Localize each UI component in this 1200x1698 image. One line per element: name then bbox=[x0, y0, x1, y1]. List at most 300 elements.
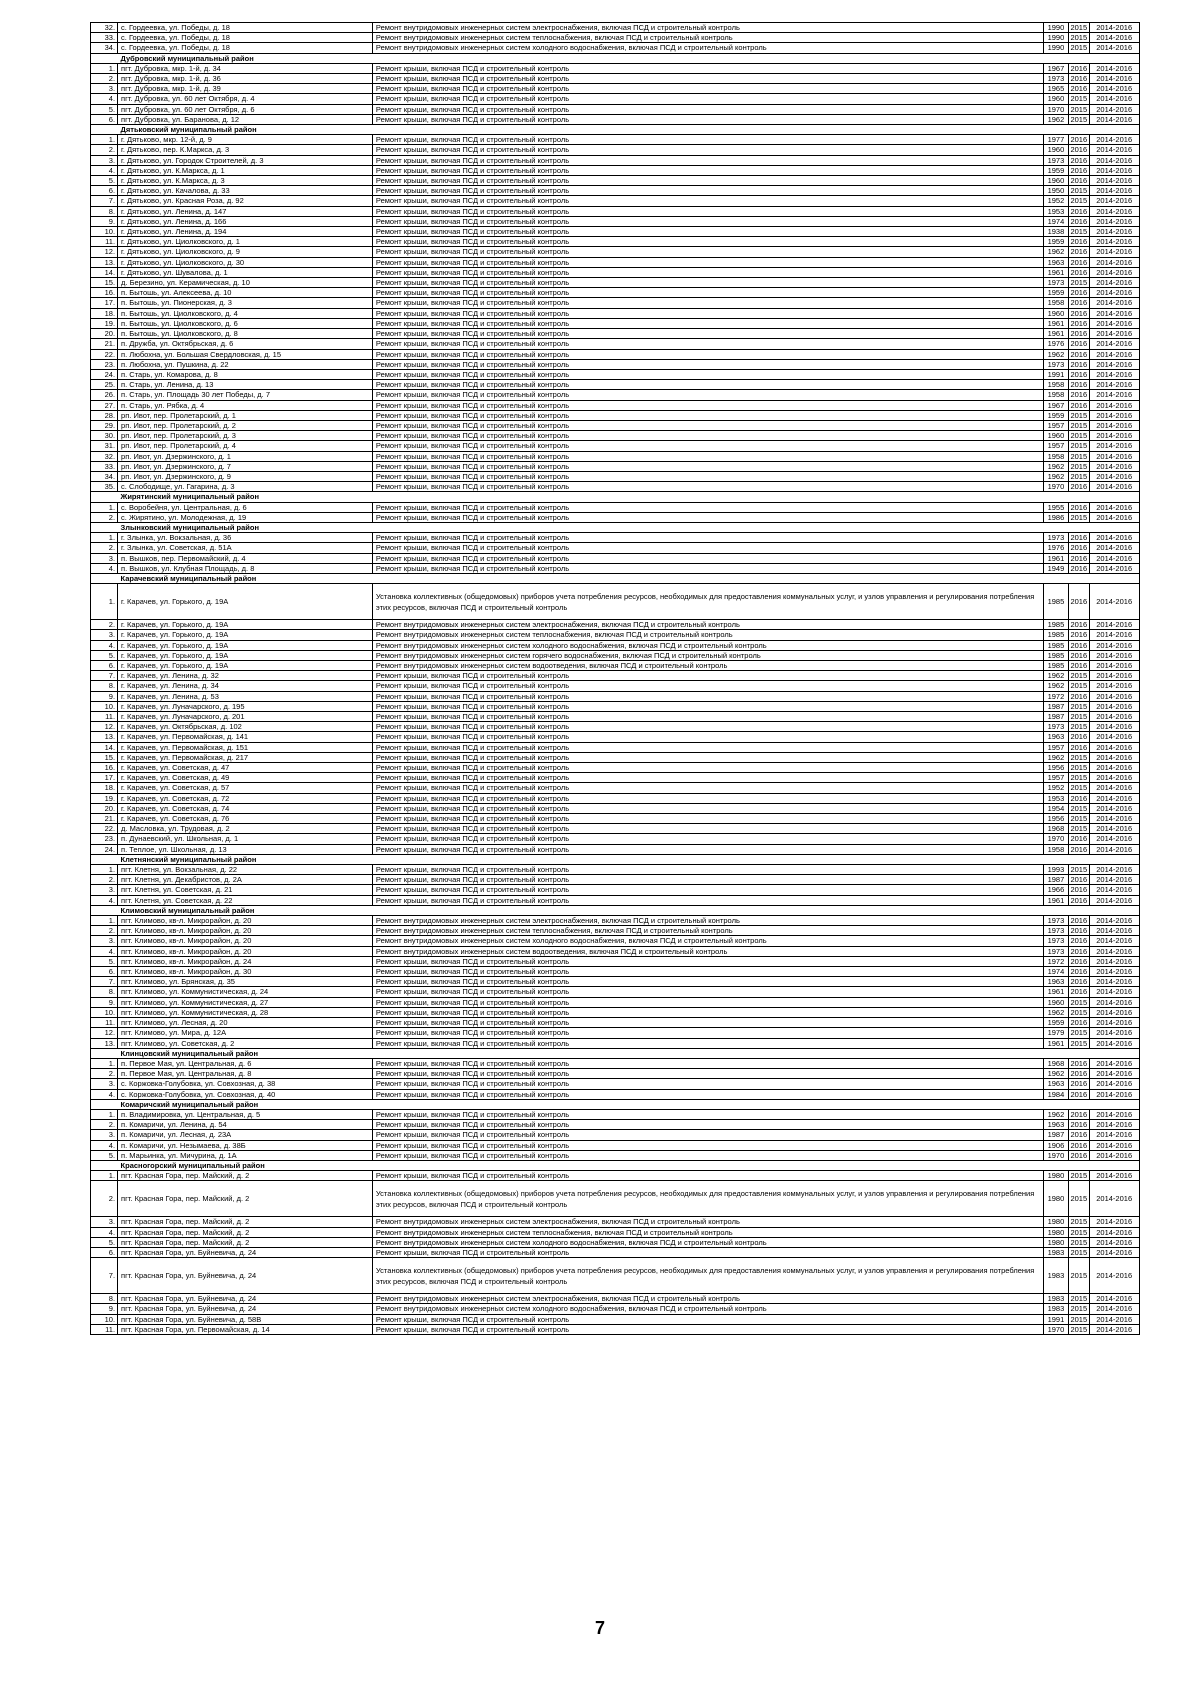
work-type-cell: Ремонт крыши, включая ПСД и строительный контроль bbox=[372, 349, 1043, 359]
plan-year-cell: 2015 bbox=[1068, 1181, 1089, 1217]
plan-year-cell: 2016 bbox=[1068, 834, 1089, 844]
table-row bbox=[91, 1237, 1161, 1247]
period-cell: 2014-2016 bbox=[1089, 1294, 1139, 1304]
extra-cell bbox=[1139, 155, 1160, 165]
build-year-cell: 1961 bbox=[1043, 895, 1068, 905]
table-row bbox=[91, 359, 1161, 369]
extra-cell bbox=[1139, 783, 1160, 793]
work-type-cell: Ремонт крыши, включая ПСД и строительный контроль bbox=[372, 339, 1043, 349]
build-year-cell: 1980 bbox=[1043, 1181, 1068, 1217]
table-row bbox=[91, 369, 1161, 379]
table-row bbox=[91, 742, 1161, 752]
period-cell: 2014-2016 bbox=[1089, 1028, 1139, 1038]
build-year-cell: 1980 bbox=[1043, 1227, 1068, 1237]
build-year-cell: 1976 bbox=[1043, 339, 1068, 349]
build-year-cell: 1950 bbox=[1043, 186, 1068, 196]
work-type-cell: Ремонт внутридомовых инженерных систем электроснабжения, включая ПСД и строительный контроль bbox=[372, 620, 1043, 630]
row-number: 28. bbox=[91, 410, 118, 420]
period-cell: 2014-2016 bbox=[1089, 94, 1139, 104]
table-row bbox=[91, 1120, 1161, 1130]
table-row bbox=[91, 712, 1161, 722]
extra-cell bbox=[1139, 165, 1160, 175]
period-cell: 2014-2016 bbox=[1089, 1130, 1139, 1140]
period-cell: 2014-2016 bbox=[1089, 206, 1139, 216]
section-number-cell bbox=[91, 905, 118, 915]
extra-cell bbox=[1139, 1237, 1160, 1247]
plan-year-cell: 2016 bbox=[1068, 895, 1089, 905]
work-type-cell: Ремонт крыши, включая ПСД и строительный контроль bbox=[372, 701, 1043, 711]
period-cell: 2014-2016 bbox=[1089, 308, 1139, 318]
table-row bbox=[91, 1058, 1161, 1068]
extra-cell bbox=[1139, 905, 1160, 915]
period-cell: 2014-2016 bbox=[1089, 369, 1139, 379]
plan-year-cell: 2015 bbox=[1068, 1247, 1089, 1257]
work-type-cell: Ремонт внутридомовых инженерных систем теплоснабжения, включая ПСД и строительный контроль bbox=[372, 926, 1043, 936]
extra-cell bbox=[1139, 247, 1160, 257]
extra-cell bbox=[1139, 834, 1160, 844]
period-cell: 2014-2016 bbox=[1089, 23, 1139, 33]
table-row bbox=[91, 987, 1161, 997]
plan-year-cell: 2015 bbox=[1068, 814, 1089, 824]
build-year-cell: 1973 bbox=[1043, 74, 1068, 84]
work-type-cell: Ремонт крыши, включая ПСД и строительный контроль bbox=[372, 814, 1043, 824]
period-cell: 2014-2016 bbox=[1089, 165, 1139, 175]
period-cell: 2014-2016 bbox=[1089, 752, 1139, 762]
period-cell: 2014-2016 bbox=[1089, 630, 1139, 640]
address-cell: пгт. Климово, кв-л. Микрорайон, д. 30 bbox=[118, 967, 373, 977]
plan-year-cell: 2016 bbox=[1068, 288, 1089, 298]
extra-cell bbox=[1139, 1048, 1160, 1058]
table-row bbox=[91, 1079, 1161, 1089]
build-year-cell: 1958 bbox=[1043, 390, 1068, 400]
table-row bbox=[91, 895, 1161, 905]
table-row bbox=[91, 216, 1161, 226]
address-cell: п. Любохна, ул. Большая Свердловская, д. 15 bbox=[118, 349, 373, 359]
period-cell: 2014-2016 bbox=[1089, 895, 1139, 905]
extra-cell bbox=[1139, 844, 1160, 854]
table-row bbox=[91, 967, 1161, 977]
extra-cell bbox=[1139, 1028, 1160, 1038]
address-cell: с. Слободище, ул. Гагарина, д. 3 bbox=[118, 482, 373, 492]
plan-year-cell: 2016 bbox=[1068, 176, 1089, 186]
extra-cell bbox=[1139, 329, 1160, 339]
address-cell: г. Карачев, ул. Горького, д. 19А bbox=[118, 584, 373, 620]
work-type-cell: Ремонт крыши, включая ПСД и строительный контроль bbox=[372, 482, 1043, 492]
row-number: 2. bbox=[91, 74, 118, 84]
build-year-cell: 1970 bbox=[1043, 1324, 1068, 1334]
address-cell: г. Дятьково, ул. Ленина, д. 147 bbox=[118, 206, 373, 216]
extra-cell bbox=[1139, 895, 1160, 905]
plan-year-cell: 2016 bbox=[1068, 165, 1089, 175]
extra-cell bbox=[1139, 84, 1160, 94]
work-type-cell: Ремонт крыши, включая ПСД и строительный контроль bbox=[372, 104, 1043, 114]
period-cell: 2014-2016 bbox=[1089, 865, 1139, 875]
build-year-cell: 1959 bbox=[1043, 165, 1068, 175]
row-number: 4. bbox=[91, 640, 118, 650]
row-number: 2. bbox=[91, 1120, 118, 1130]
row-number: 8. bbox=[91, 987, 118, 997]
row-number: 4. bbox=[91, 563, 118, 573]
period-cell: 2014-2016 bbox=[1089, 722, 1139, 732]
build-year-cell: 1961 bbox=[1043, 1038, 1068, 1048]
work-type-cell: Ремонт крыши, включая ПСД и строительный контроль bbox=[372, 1130, 1043, 1140]
table-row bbox=[91, 318, 1161, 328]
row-number: 1. bbox=[91, 1109, 118, 1119]
table-row bbox=[91, 441, 1161, 451]
plan-year-cell: 2015 bbox=[1068, 712, 1089, 722]
period-cell: 2014-2016 bbox=[1089, 400, 1139, 410]
table-row bbox=[91, 247, 1161, 257]
table-row bbox=[91, 844, 1161, 854]
build-year-cell: 1959 bbox=[1043, 410, 1068, 420]
table-row bbox=[91, 33, 1161, 43]
work-type-cell: Ремонт крыши, включая ПСД и строительный контроль bbox=[372, 359, 1043, 369]
extra-cell bbox=[1139, 257, 1160, 267]
extra-cell bbox=[1139, 803, 1160, 813]
work-type-cell: Ремонт крыши, включая ПСД и строительный контроль bbox=[372, 502, 1043, 512]
table-row bbox=[91, 1171, 1161, 1181]
row-number: 7. bbox=[91, 196, 118, 206]
work-type-cell: Ремонт крыши, включая ПСД и строительный контроль bbox=[372, 74, 1043, 84]
build-year-cell: 1973 bbox=[1043, 359, 1068, 369]
build-year-cell: 1960 bbox=[1043, 94, 1068, 104]
plan-year-cell: 2015 bbox=[1068, 1227, 1089, 1237]
address-cell: рп. Ивот, пер. Пролетарский, д. 4 bbox=[118, 441, 373, 451]
table-row bbox=[91, 1018, 1161, 1028]
table-row bbox=[91, 186, 1161, 196]
build-year-cell: 1991 bbox=[1043, 369, 1068, 379]
address-cell: пгт. Красная Гора, ул. Буйневича, д. 24 bbox=[118, 1304, 373, 1314]
period-cell: 2014-2016 bbox=[1089, 43, 1139, 53]
table-row bbox=[91, 681, 1161, 691]
row-number: 12. bbox=[91, 247, 118, 257]
address-cell: пгт. Красная Гора, пер. Майский, д. 2 bbox=[118, 1217, 373, 1227]
work-type-cell: Ремонт крыши, включая ПСД и строительный контроль bbox=[372, 176, 1043, 186]
address-cell: пгт. Красная Гора, пер. Майский, д. 2 bbox=[118, 1171, 373, 1181]
row-number: 14. bbox=[91, 267, 118, 277]
table-row bbox=[91, 543, 1161, 553]
build-year-cell: 1973 bbox=[1043, 916, 1068, 926]
extra-cell bbox=[1139, 237, 1160, 247]
plan-year-cell: 2015 bbox=[1068, 1258, 1089, 1294]
table-row bbox=[91, 916, 1161, 926]
work-type-cell: Ремонт внутридомовых инженерных систем холодного водоснабжения, включая ПСД и строительный контроль bbox=[372, 936, 1043, 946]
address-cell: пгт. Дубровка, ул. Баранова, д. 12 bbox=[118, 114, 373, 124]
plan-year-cell: 2015 bbox=[1068, 441, 1089, 451]
table-row bbox=[91, 783, 1161, 793]
row-number: 3. bbox=[91, 936, 118, 946]
table-row bbox=[91, 691, 1161, 701]
extra-cell bbox=[1139, 278, 1160, 288]
row-number: 6. bbox=[91, 967, 118, 977]
plan-year-cell: 2016 bbox=[1068, 1069, 1089, 1079]
period-cell: 2014-2016 bbox=[1089, 916, 1139, 926]
plan-year-cell: 2015 bbox=[1068, 681, 1089, 691]
work-type-cell: Ремонт крыши, включая ПСД и строительный контроль bbox=[372, 1140, 1043, 1150]
row-number: 4. bbox=[91, 1089, 118, 1099]
address-cell: пгт. Климово, кв-л. Микрорайон, д. 24 bbox=[118, 956, 373, 966]
period-cell: 2014-2016 bbox=[1089, 1258, 1139, 1294]
build-year-cell: 1974 bbox=[1043, 216, 1068, 226]
period-cell: 2014-2016 bbox=[1089, 1217, 1139, 1227]
row-number: 1. bbox=[91, 63, 118, 73]
build-year-cell: 1970 bbox=[1043, 834, 1068, 844]
address-cell: пгт. Красная Гора, ул. Буйневича, д. 24 bbox=[118, 1247, 373, 1257]
work-type-cell: Ремонт крыши, включая ПСД и строительный контроль bbox=[372, 380, 1043, 390]
table-row bbox=[91, 1324, 1161, 1334]
plan-year-cell: 2016 bbox=[1068, 400, 1089, 410]
build-year-cell: 1970 bbox=[1043, 1150, 1068, 1160]
address-cell: пгт. Дубровка, мкр. 1-й, д. 36 bbox=[118, 74, 373, 84]
work-type-cell: Ремонт крыши, включая ПСД и строительный контроль bbox=[372, 1018, 1043, 1028]
plan-year-cell: 2016 bbox=[1068, 267, 1089, 277]
work-type-cell: Ремонт крыши, включая ПСД и строительный контроль bbox=[372, 691, 1043, 701]
extra-cell bbox=[1139, 227, 1160, 237]
extra-cell bbox=[1139, 390, 1160, 400]
plan-year-cell: 2016 bbox=[1068, 543, 1089, 553]
row-number: 3. bbox=[91, 885, 118, 895]
section-number-cell bbox=[91, 125, 118, 135]
build-year-cell: 1973 bbox=[1043, 946, 1068, 956]
build-year-cell: 1955 bbox=[1043, 502, 1068, 512]
build-year-cell: 1961 bbox=[1043, 987, 1068, 997]
plan-year-cell: 2016 bbox=[1068, 533, 1089, 543]
address-cell: пгт. Климово, ул. Советская, д. 2 bbox=[118, 1038, 373, 1048]
address-cell: пгт. Дубровка, мкр. 1-й, д. 39 bbox=[118, 84, 373, 94]
section-number-cell bbox=[91, 854, 118, 864]
table-row bbox=[91, 977, 1161, 987]
plan-year-cell: 2016 bbox=[1068, 1058, 1089, 1068]
work-type-cell: Ремонт крыши, включая ПСД и строительный контроль bbox=[372, 824, 1043, 834]
table-row bbox=[91, 165, 1161, 175]
extra-cell bbox=[1139, 410, 1160, 420]
address-cell: с. Коржовка-Голубовка, ул. Совхозная, д. 38 bbox=[118, 1079, 373, 1089]
address-cell: пгт. Климово, ул. Коммунистическая, д. 24 bbox=[118, 987, 373, 997]
extra-cell bbox=[1139, 33, 1160, 43]
table-row bbox=[91, 1181, 1161, 1217]
plan-year-cell: 2016 bbox=[1068, 793, 1089, 803]
address-cell: д. Масловка, ул. Трудовая, д. 2 bbox=[118, 824, 373, 834]
extra-cell bbox=[1139, 650, 1160, 660]
plan-year-cell: 2016 bbox=[1068, 369, 1089, 379]
build-year-cell: 1965 bbox=[1043, 84, 1068, 94]
work-type-cell: Ремонт крыши, включая ПСД и строительный контроль bbox=[372, 732, 1043, 742]
row-number: 10. bbox=[91, 1007, 118, 1017]
period-cell: 2014-2016 bbox=[1089, 114, 1139, 124]
period-cell: 2014-2016 bbox=[1089, 650, 1139, 660]
row-number: 5. bbox=[91, 1237, 118, 1247]
extra-cell bbox=[1139, 573, 1160, 583]
period-cell: 2014-2016 bbox=[1089, 380, 1139, 390]
build-year-cell: 1986 bbox=[1043, 512, 1068, 522]
plan-year-cell: 2015 bbox=[1068, 278, 1089, 288]
table-row bbox=[91, 288, 1161, 298]
work-type-cell: Ремонт крыши, включая ПСД и строительный контроль bbox=[372, 267, 1043, 277]
table-row bbox=[91, 349, 1161, 359]
period-cell: 2014-2016 bbox=[1089, 1079, 1139, 1089]
table-row bbox=[91, 471, 1161, 481]
plan-year-cell: 2015 bbox=[1068, 43, 1089, 53]
build-year-cell: 1977 bbox=[1043, 135, 1068, 145]
extra-cell bbox=[1139, 359, 1160, 369]
build-year-cell: 1980 bbox=[1043, 1217, 1068, 1227]
row-number: 4. bbox=[91, 1140, 118, 1150]
row-number: 16. bbox=[91, 763, 118, 773]
extra-cell bbox=[1139, 742, 1160, 752]
row-number: 4. bbox=[91, 946, 118, 956]
table-row bbox=[91, 732, 1161, 742]
extra-cell bbox=[1139, 420, 1160, 430]
section-header-row bbox=[91, 573, 1161, 583]
extra-cell bbox=[1139, 53, 1160, 63]
address-cell: г. Дятьково, пер. К.Маркса, д. 3 bbox=[118, 145, 373, 155]
extra-cell bbox=[1139, 451, 1160, 461]
address-cell: п. Первое Мая, ул. Центральная, д. 8 bbox=[118, 1069, 373, 1079]
period-cell: 2014-2016 bbox=[1089, 814, 1139, 824]
build-year-cell: 1983 bbox=[1043, 1258, 1068, 1294]
row-number: 1. bbox=[91, 584, 118, 620]
period-cell: 2014-2016 bbox=[1089, 104, 1139, 114]
row-number: 1. bbox=[91, 1171, 118, 1181]
work-type-cell: Ремонт крыши, включая ПСД и строительный контроль bbox=[372, 318, 1043, 328]
plan-year-cell: 2016 bbox=[1068, 563, 1089, 573]
row-number: 30. bbox=[91, 431, 118, 441]
period-cell: 2014-2016 bbox=[1089, 1069, 1139, 1079]
extra-cell bbox=[1139, 1109, 1160, 1119]
period-cell: 2014-2016 bbox=[1089, 773, 1139, 783]
row-number: 10. bbox=[91, 701, 118, 711]
work-type-cell: Ремонт крыши, включая ПСД и строительный контроль bbox=[372, 956, 1043, 966]
address-cell: г. Дятьково, ул. Циолковского, д. 1 bbox=[118, 237, 373, 247]
work-type-cell: Ремонт крыши, включая ПСД и строительный контроль bbox=[372, 803, 1043, 813]
table-row bbox=[91, 74, 1161, 84]
table-row bbox=[91, 1258, 1161, 1294]
work-type-cell: Ремонт крыши, включая ПСД и строительный контроль bbox=[372, 793, 1043, 803]
period-cell: 2014-2016 bbox=[1089, 1089, 1139, 1099]
period-cell: 2014-2016 bbox=[1089, 936, 1139, 946]
address-cell: рп. Ивот, ул. Дзержинского, д. 1 bbox=[118, 451, 373, 461]
plan-year-cell: 2015 bbox=[1068, 1314, 1089, 1324]
build-year-cell: 1959 bbox=[1043, 1018, 1068, 1028]
plan-year-cell: 2015 bbox=[1068, 1217, 1089, 1227]
section-title: Клинцовский муниципальный район bbox=[118, 1048, 1140, 1058]
work-type-cell: Ремонт внутридомовых инженерных систем теплоснабжения, включая ПСД и строительный контроль bbox=[372, 33, 1043, 43]
build-year-cell: 1962 bbox=[1043, 349, 1068, 359]
work-type-cell: Ремонт внутридомовых инженерных систем электроснабжения, включая ПСД и строительный контроль bbox=[372, 916, 1043, 926]
row-number: 3. bbox=[91, 1079, 118, 1089]
table-row bbox=[91, 701, 1161, 711]
row-number: 15. bbox=[91, 752, 118, 762]
row-number: 3. bbox=[91, 1130, 118, 1140]
plan-year-cell: 2016 bbox=[1068, 926, 1089, 936]
period-cell: 2014-2016 bbox=[1089, 420, 1139, 430]
extra-cell bbox=[1139, 732, 1160, 742]
work-type-cell: Ремонт крыши, включая ПСД и строительный контроль bbox=[372, 681, 1043, 691]
section-title: Карачевский муниципальный район bbox=[118, 573, 1140, 583]
extra-cell bbox=[1139, 875, 1160, 885]
table-row bbox=[91, 885, 1161, 895]
address-cell: п. Бытошь, ул. Циолковского, д. 4 bbox=[118, 308, 373, 318]
build-year-cell: 1960 bbox=[1043, 176, 1068, 186]
build-year-cell: 1961 bbox=[1043, 553, 1068, 563]
plan-year-cell: 2015 bbox=[1068, 196, 1089, 206]
table-row bbox=[91, 400, 1161, 410]
address-cell: г. Карачев, ул. Ленина, д. 32 bbox=[118, 671, 373, 681]
address-cell: г. Карачев, ул. Советская, д. 74 bbox=[118, 803, 373, 813]
table-row bbox=[91, 482, 1161, 492]
work-type-cell: Ремонт крыши, включая ПСД и строительный контроль bbox=[372, 773, 1043, 783]
row-number: 25. bbox=[91, 380, 118, 390]
plan-year-cell: 2016 bbox=[1068, 1018, 1089, 1028]
section-header-row bbox=[91, 492, 1161, 502]
plan-year-cell: 2015 bbox=[1068, 512, 1089, 522]
work-type-cell: Ремонт внутридомовых инженерных систем горячего водоснабжения, включая ПСД и строительный контроль bbox=[372, 650, 1043, 660]
build-year-cell: 1957 bbox=[1043, 420, 1068, 430]
table-row bbox=[91, 308, 1161, 318]
period-cell: 2014-2016 bbox=[1089, 431, 1139, 441]
build-year-cell: 1973 bbox=[1043, 155, 1068, 165]
row-number: 3. bbox=[91, 1217, 118, 1227]
extra-cell bbox=[1139, 763, 1160, 773]
address-cell: п. Бытошь, ул. Алексеева, д. 10 bbox=[118, 288, 373, 298]
plan-year-cell: 2015 bbox=[1068, 227, 1089, 237]
extra-cell bbox=[1139, 712, 1160, 722]
table-row bbox=[91, 298, 1161, 308]
address-cell: рп. Ивот, ул. Дзержинского, д. 7 bbox=[118, 461, 373, 471]
work-type-cell: Ремонт крыши, включая ПСД и строительный контроль bbox=[372, 63, 1043, 73]
work-type-cell: Ремонт крыши, включая ПСД и строительный контроль bbox=[372, 752, 1043, 762]
row-number: 21. bbox=[91, 339, 118, 349]
address-cell: пгт. Красная Гора, пер. Майский, д. 2 bbox=[118, 1227, 373, 1237]
work-type-cell: Ремонт крыши, включая ПСД и строительный контроль bbox=[372, 895, 1043, 905]
work-type-cell: Ремонт крыши, включая ПСД и строительный контроль bbox=[372, 553, 1043, 563]
row-number: 1. bbox=[91, 865, 118, 875]
table-row bbox=[91, 1069, 1161, 1079]
extra-cell bbox=[1139, 1160, 1160, 1170]
period-cell: 2014-2016 bbox=[1089, 834, 1139, 844]
period-cell: 2014-2016 bbox=[1089, 660, 1139, 670]
address-cell: с. Гордеевка, ул. Победы, д. 18 bbox=[118, 23, 373, 33]
table-row bbox=[91, 43, 1161, 53]
work-type-cell: Ремонт крыши, включая ПСД и строительный контроль bbox=[372, 997, 1043, 1007]
plan-year-cell: 2016 bbox=[1068, 885, 1089, 895]
work-type-cell: Ремонт внутридомовых инженерных систем водоотведения, включая ПСД и строительный контроль bbox=[372, 946, 1043, 956]
row-number: 27. bbox=[91, 400, 118, 410]
table-row bbox=[91, 145, 1161, 155]
plan-year-cell: 2016 bbox=[1068, 155, 1089, 165]
plan-year-cell: 2015 bbox=[1068, 33, 1089, 43]
plan-year-cell: 2016 bbox=[1068, 660, 1089, 670]
row-number: 2. bbox=[91, 875, 118, 885]
extra-cell bbox=[1139, 1069, 1160, 1079]
address-cell: пгт. Дубровка, ул. 60 лет Октября, д. 6 bbox=[118, 104, 373, 114]
table-row bbox=[91, 1150, 1161, 1160]
plan-year-cell: 2015 bbox=[1068, 1294, 1089, 1304]
work-type-cell: Ремонт крыши, включая ПСД и строительный контроль bbox=[372, 155, 1043, 165]
address-cell: г. Злынка, ул. Советская, д. 51А bbox=[118, 543, 373, 553]
build-year-cell: 1962 bbox=[1043, 114, 1068, 124]
build-year-cell: 1985 bbox=[1043, 620, 1068, 630]
row-number: 7. bbox=[91, 1258, 118, 1294]
extra-cell bbox=[1139, 987, 1160, 997]
work-type-cell: Ремонт внутридомовых инженерных систем холодного водоснабжения, включая ПСД и строительный контроль bbox=[372, 640, 1043, 650]
period-cell: 2014-2016 bbox=[1089, 267, 1139, 277]
work-type-cell: Ремонт внутридомовых инженерных систем холодного водоснабжения, включая ПСД и строительный контроль bbox=[372, 1237, 1043, 1247]
extra-cell bbox=[1139, 553, 1160, 563]
build-year-cell: 1961 bbox=[1043, 267, 1068, 277]
row-number: 17. bbox=[91, 773, 118, 783]
extra-cell bbox=[1139, 186, 1160, 196]
